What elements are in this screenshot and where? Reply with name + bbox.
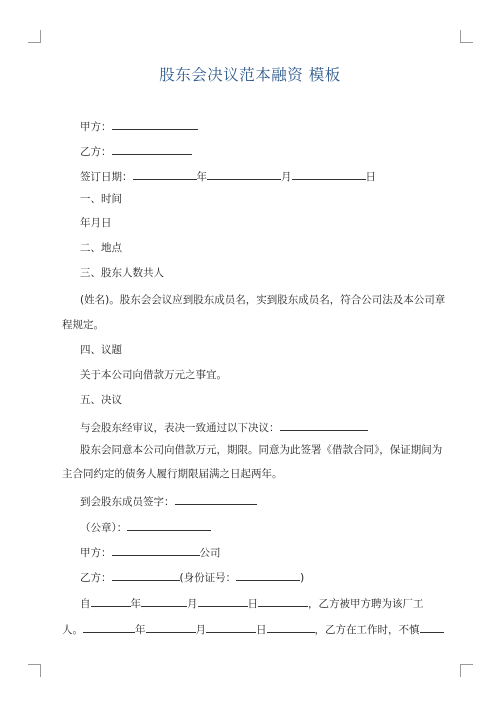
resolution-intro-line bbox=[80, 418, 368, 435]
employment-period-line bbox=[80, 594, 424, 611]
sign-date-label: 签订日期： bbox=[80, 171, 133, 183]
sign-day-blank[interactable] bbox=[292, 167, 366, 180]
incident-text: ，乙方在工作时，不慎 bbox=[314, 624, 420, 636]
party-b-name-blank[interactable] bbox=[112, 568, 180, 581]
incident-month-blank[interactable] bbox=[146, 620, 196, 633]
id-label: (身份证号： bbox=[179, 572, 237, 584]
incident-tail-blank[interactable] bbox=[420, 620, 444, 633]
party-b-line bbox=[80, 142, 192, 159]
party-b-label: 乙方： bbox=[80, 146, 112, 158]
party-a-company-blank[interactable] bbox=[112, 543, 200, 556]
month-text: 月 bbox=[281, 171, 292, 183]
month-text-3: 月 bbox=[195, 624, 206, 636]
sign-date-line bbox=[80, 167, 376, 184]
incident-extra-blank[interactable] bbox=[267, 620, 315, 633]
attendees-sign-label: 到会股东成员签字： bbox=[80, 496, 175, 508]
section-5-heading: 五、决议 bbox=[80, 394, 122, 406]
hire-text: ，乙方被甲方聘为该厂工 bbox=[308, 598, 424, 610]
corner-mark-top-right bbox=[460, 30, 473, 43]
attendees-sign-blank[interactable] bbox=[175, 492, 257, 505]
day-text-2: 日 bbox=[247, 598, 258, 610]
seal-blank[interactable] bbox=[127, 518, 211, 531]
paragraph-1-line-1: (姓名)。股东会会议应到股东成员名，实到股东成员名，符合公司法及本公司章 bbox=[80, 294, 446, 306]
hire-blank[interactable] bbox=[258, 594, 308, 607]
section-3-heading: 三、股东人数共人 bbox=[80, 267, 164, 279]
paragraph-2-line-2: 主合同约定的债务人履行期限届满之日起两年。 bbox=[62, 468, 283, 480]
sign-year-blank[interactable] bbox=[133, 167, 197, 180]
party-a-blank[interactable] bbox=[112, 117, 198, 130]
party-b-blank[interactable] bbox=[112, 142, 192, 155]
seal-label: （公章）： bbox=[80, 522, 128, 534]
section-2-heading: 二、地点 bbox=[80, 242, 122, 254]
party-a-label: 甲方： bbox=[80, 121, 112, 133]
resolution-intro: 与会股东经审议，表决一致通过以下决议： bbox=[80, 422, 280, 434]
from-day-blank[interactable] bbox=[198, 594, 248, 607]
paragraph-2-line-1: 股东会同意本公司向借款万元，期限。同意为此签署《借款合同》，保证期间为 bbox=[80, 444, 443, 456]
seal-line bbox=[80, 518, 211, 535]
paragraph-1-line-2: 程规定。 bbox=[62, 319, 104, 331]
party-a-company-line bbox=[80, 543, 221, 560]
year-text: 年 bbox=[196, 171, 207, 183]
party-b-label-2: 乙方： bbox=[80, 572, 112, 584]
id-number-blank[interactable] bbox=[236, 568, 300, 581]
sign-month-blank[interactable] bbox=[207, 167, 281, 180]
incident-year-blank[interactable] bbox=[83, 620, 135, 633]
month-text-2: 月 bbox=[187, 598, 198, 610]
document-title: 股东会决议范本融资 模板 bbox=[159, 66, 341, 84]
year-text-2: 年 bbox=[130, 598, 141, 610]
resolution-blank[interactable] bbox=[280, 418, 368, 431]
from-month-blank[interactable] bbox=[141, 594, 187, 607]
corner-mark-bottom-right bbox=[460, 664, 473, 677]
incident-date-line bbox=[62, 620, 444, 637]
section-4-heading: 四、议题 bbox=[80, 344, 122, 356]
year-text-3: 年 bbox=[135, 624, 146, 636]
party-a-label-2: 甲方： bbox=[80, 547, 112, 559]
incident-day-blank[interactable] bbox=[206, 620, 256, 633]
day-text: 日 bbox=[365, 171, 376, 183]
id-close: ) bbox=[300, 572, 305, 584]
party-a-line bbox=[80, 117, 198, 134]
from-label: 自 bbox=[80, 598, 91, 610]
incident-start: 人。 bbox=[62, 624, 83, 636]
ymd-text: 年月日 bbox=[80, 217, 112, 229]
company-suffix: 公司 bbox=[199, 547, 221, 559]
attendees-sign-line bbox=[80, 492, 257, 509]
party-b-id-line bbox=[80, 568, 304, 585]
corner-mark-bottom-left bbox=[28, 664, 41, 677]
section-1-heading: 一、时间 bbox=[80, 193, 122, 205]
corner-mark-top-left bbox=[28, 30, 41, 43]
day-text-3: 日 bbox=[256, 624, 267, 636]
from-year-blank[interactable] bbox=[91, 594, 131, 607]
topic-text: 关于本公司向借款万元之事宜。 bbox=[80, 369, 227, 381]
